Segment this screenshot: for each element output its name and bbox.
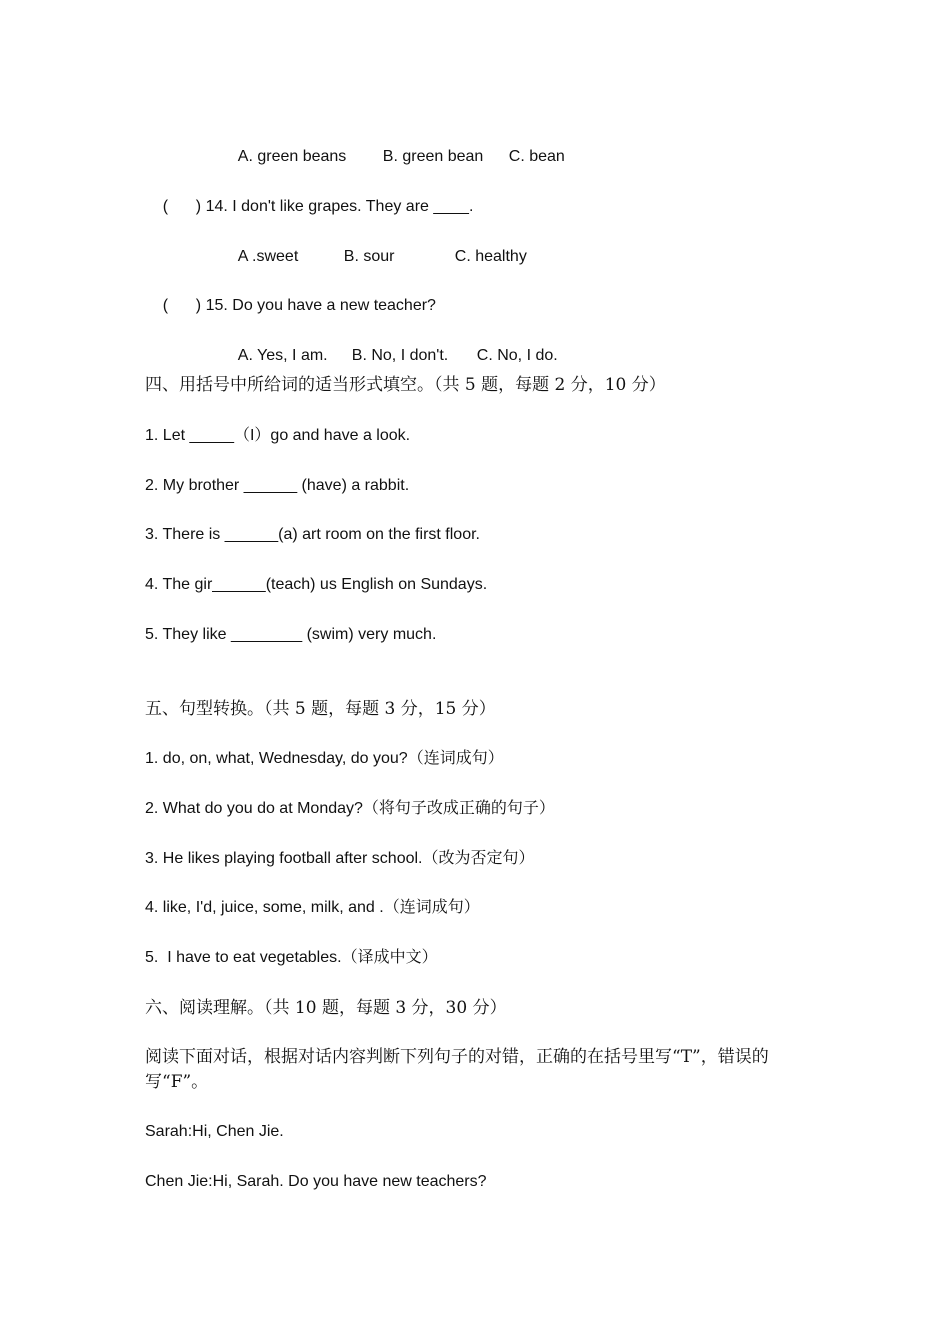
q14-text: I don't like grapes. They are ____.: [232, 198, 474, 215]
section6-heading: 六、阅读理解。（共 10 题，每题 3 分，30 分）: [145, 998, 507, 1018]
section4-item-3: 3. There is ______(a) art room on the first floor.: [145, 526, 480, 543]
q15-text: Do you have a new teacher?: [232, 297, 436, 314]
q14-answer-bracket-close: ): [195, 198, 202, 215]
section6-instruction: 阅读下面对话，根据对话内容判断下列句子的对错，正确的在括号里写“T”，错误的写“F”。: [145, 1047, 769, 1092]
section5-item-2: 2. What do you do at Monday?（将句子改成正确的句子）: [145, 800, 555, 817]
section5-item-1: 1. do, on, what, Wednesday, do you?（连词成句）: [145, 750, 504, 767]
q13-option-c: C. bean: [508, 148, 565, 165]
section4-item-2: 2. My brother ______ (have) a rabbit.: [145, 477, 410, 494]
dialogue-line-1: Sarah:Hi, Chen Jie.: [145, 1123, 284, 1140]
section4-item-4: 4. The gir______(teach) us English on Sundays.: [145, 576, 488, 593]
q14-option-c: C. healthy: [454, 248, 527, 265]
q14-option-b: B. sour: [343, 248, 395, 265]
q15-option-a: A. Yes, I am.: [237, 347, 328, 364]
section4-heading: 四、用括号中所给词的适当形式填空。（共 5 题，每题 2 分，10 分）: [145, 375, 666, 395]
dialogue-line-2: Chen Jie:Hi, Sarah. Do you have new teachers?: [145, 1173, 487, 1190]
section5-item-5: 5. I have to eat vegetables.（译成中文）: [145, 949, 438, 966]
q14-answer-bracket-open: (: [162, 198, 169, 215]
q15-option-b: B. No, I don't.: [351, 347, 449, 364]
q15-number: 15.: [205, 297, 228, 314]
q15-answer-bracket-close: ): [195, 297, 202, 314]
q14-number: 14.: [205, 198, 228, 215]
q14-option-a: A .sweet: [237, 248, 299, 265]
section4-item-1: 1. Let _____（I）go and have a look.: [145, 427, 411, 444]
section5-item-3: 3. He likes playing football after school.（改为否定句）: [145, 850, 535, 867]
q15-option-c: C. No, I do.: [476, 347, 558, 364]
section5-heading: 五、句型转换。（共 5 题，每题 3 分，15 分）: [145, 699, 496, 719]
q15-answer-bracket-open: (: [162, 297, 169, 314]
q13-option-a: A. green beans: [237, 148, 347, 165]
section4-item-5: 5. They like ________ (swim) very much.: [145, 626, 437, 643]
q13-option-b: B. green bean: [382, 148, 484, 165]
section5-item-4: 4. like, I'd, juice, some, milk, and .（连词成句）: [145, 899, 480, 916]
